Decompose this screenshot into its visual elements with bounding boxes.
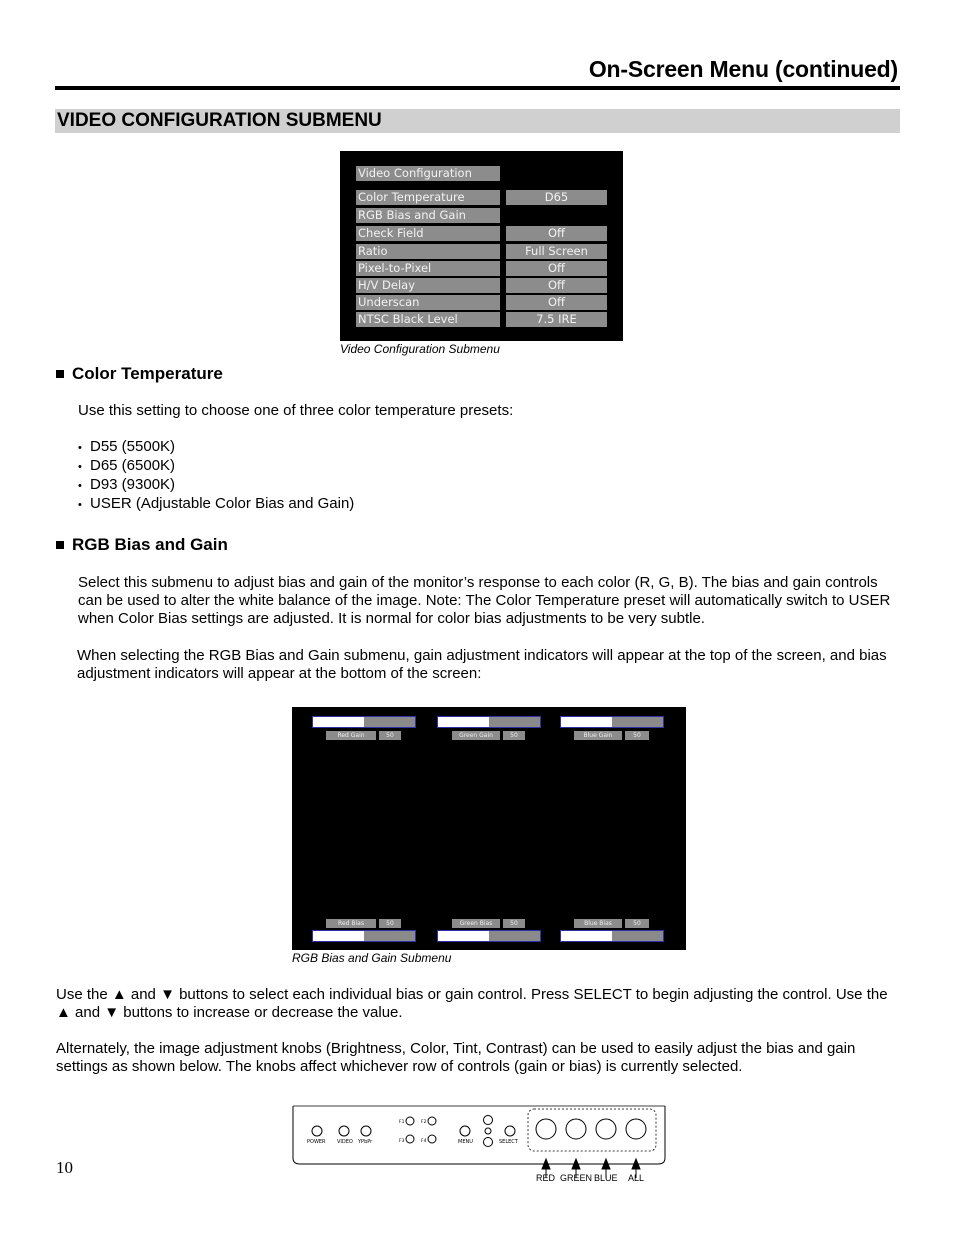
video-label: VIDEO <box>337 1139 353 1145</box>
f4-button[interactable] <box>428 1135 436 1143</box>
f3-label: F3 <box>399 1139 405 1144</box>
preset-list <box>78 438 354 514</box>
square-bullet-icon <box>56 370 64 378</box>
green-gain-label: Green Gain <box>452 731 500 740</box>
menu-button[interactable] <box>460 1126 470 1136</box>
power-button[interactable] <box>312 1126 322 1136</box>
osd-row-label: Ratio <box>356 244 500 259</box>
list-item: • D65 (6500K) <box>78 457 354 476</box>
red-gain-value: 50 <box>379 731 401 740</box>
meter-fill <box>561 931 612 941</box>
ypbpr-button[interactable] <box>361 1126 371 1136</box>
meter-fill <box>313 931 364 941</box>
section-bar <box>55 109 900 133</box>
color-temperature-heading <box>56 364 223 384</box>
red-bias-value: 50 <box>379 919 401 928</box>
blue-bias-value: 50 <box>625 919 649 928</box>
rgb-bias-gain-heading <box>56 535 228 555</box>
osd-row-label: Check Field <box>356 226 500 241</box>
f4-label: F4 <box>421 1139 427 1144</box>
selection-instructions: Use the ▲ and ▼ buttons to select each individual bias or gain control. Press SELECT to begin adjusting the control. Use the ▲ and ▼ buttons to increase or decrease the value. <box>56 986 888 1021</box>
osd-row-value: Off <box>506 226 607 241</box>
list-item: • USER (Adjustable Color Bias and Gain) <box>78 495 354 514</box>
menu-label: MENU <box>458 1139 473 1145</box>
osd-row-value: 7.5 IRE <box>506 312 607 327</box>
green-knob-label: GREEN <box>560 1173 593 1183</box>
down-button[interactable] <box>484 1138 493 1147</box>
blue-gain-label: Blue Gain <box>574 731 622 740</box>
green-bias-meter <box>437 930 541 942</box>
osd-caption: Video Configuration Submenu <box>340 342 500 356</box>
square-bullet-icon <box>56 541 64 549</box>
blue-gain-value: 50 <box>625 731 649 740</box>
arrow-indicator-icon <box>485 1128 491 1134</box>
blue-gain-meter <box>560 716 664 728</box>
blue-knob[interactable] <box>596 1119 616 1139</box>
f2-label: F2 <box>421 1120 427 1125</box>
meter-fill <box>438 717 489 727</box>
f3-button[interactable] <box>406 1135 414 1143</box>
red-gain-label: Red Gain <box>326 731 376 740</box>
osd-row-label: NTSC Black Level <box>356 312 500 327</box>
all-knob-label: ALL <box>628 1173 645 1183</box>
f2-button[interactable] <box>428 1117 436 1125</box>
osd-row-label: RGB Bias and Gain <box>356 208 500 223</box>
green-bias-label: Green Bias <box>452 919 500 928</box>
select-button[interactable] <box>505 1126 515 1136</box>
red-knob[interactable] <box>536 1119 556 1139</box>
osd-row-label: Color Temperature <box>356 190 500 205</box>
f1-label: F1 <box>399 1120 405 1125</box>
green-gain-meter <box>437 716 541 728</box>
rgb-bias-gain-osd <box>292 707 686 950</box>
blue-knob-label: BLUE <box>594 1173 618 1183</box>
osd-row-value: Off <box>506 261 607 276</box>
select-label: SELECT <box>499 1139 518 1145</box>
power-label: POWER <box>307 1139 326 1145</box>
blue-bias-meter <box>560 930 664 942</box>
knob-instructions: Alternately, the image adjustment knobs (Brightness, Color, Tint, Contrast) can be used to easily adjust the bias and gain settings as shown below. The knobs affect whichever row of controls (gain or bias) is currently selected. <box>56 1040 856 1075</box>
red-gain-meter <box>312 716 416 728</box>
title-rule <box>55 86 900 90</box>
rgb-caption: RGB Bias and Gain Submenu <box>292 951 452 965</box>
osd-row-label: Underscan <box>356 295 500 310</box>
video-configuration-osd <box>340 151 623 341</box>
page-title: On-Screen Menu (continued) <box>588 56 898 82</box>
osd-row-value: Off <box>506 278 607 293</box>
osd-row-value: Off <box>506 295 607 310</box>
front-panel-diagram <box>290 1100 670 1190</box>
osd-row-value: D65 <box>506 190 607 205</box>
meter-fill <box>438 931 489 941</box>
green-gain-value: 50 <box>503 731 525 740</box>
up-button[interactable] <box>484 1116 493 1125</box>
list-item: • D93 (9300K) <box>78 476 354 495</box>
rgb-bias-gain-indicators-note: When selecting the RGB Bias and Gain submenu, gain adjustment indicators will appear at the top of the screen, and bias adjustment indicators will appear at the bottom of the screen: <box>77 647 887 682</box>
osd-title: Video Configuration <box>356 166 500 181</box>
f1-button[interactable] <box>406 1117 414 1125</box>
section-title: VIDEO CONFIGURATION SUBMENU <box>57 110 382 131</box>
list-item: • D55 (5500K) <box>78 438 354 457</box>
meter-fill <box>561 717 612 727</box>
osd-row-label: H/V Delay <box>356 278 500 293</box>
red-bias-label: Red Bias <box>326 919 376 928</box>
page-number: 10 <box>56 1158 73 1177</box>
red-knob-label: RED <box>536 1173 556 1183</box>
green-knob[interactable] <box>566 1119 586 1139</box>
blue-bias-label: Blue Bias <box>574 919 622 928</box>
heading-text: RGB Bias and Gain <box>72 535 228 554</box>
green-bias-value: 50 <box>503 919 525 928</box>
red-bias-meter <box>312 930 416 942</box>
rgb-bias-gain-description: Select this submenu to adjust bias and gain of the monitor’s response to each color (R, G, B). The bias and gain controls can be used to alter the white balance of the image. Note: The Color Temperature preset will automatically switch to USER when Color Bias settings are adjusted. It is normal for color bias adjustments to be very subtle. <box>78 574 891 627</box>
all-knob[interactable] <box>626 1119 646 1139</box>
color-temperature-intro: Use this setting to choose one of three color temperature presets: <box>78 402 514 419</box>
knob-group-outline <box>528 1109 656 1151</box>
heading-text: Color Temperature <box>72 364 223 383</box>
video-button[interactable] <box>339 1126 349 1136</box>
ypbpr-label: YPbPr <box>358 1139 373 1145</box>
osd-row-value: Full Screen <box>506 244 607 259</box>
meter-fill <box>313 717 364 727</box>
osd-row-label: Pixel-to-Pixel <box>356 261 500 276</box>
